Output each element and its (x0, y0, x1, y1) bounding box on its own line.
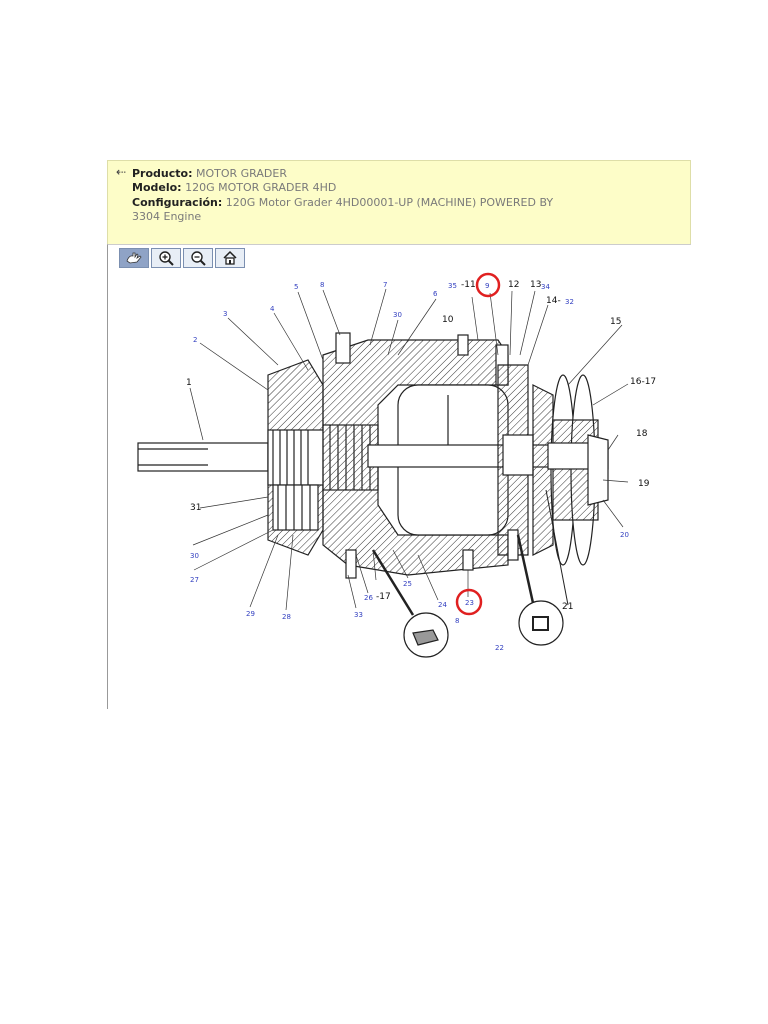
configuration-line: Configuración: 120G Motor Grader 4HD00001-UP (MACHINE) POWERED BY (132, 196, 554, 209)
callout-15[interactable]: 15 (610, 317, 622, 327)
callout-3[interactable]: 3 (223, 310, 228, 318)
callout-28[interactable]: 28 (282, 613, 291, 621)
callout-2[interactable]: 2 (193, 336, 198, 344)
diagram-viewer[interactable] (107, 244, 691, 709)
callout-5[interactable]: 5 (294, 283, 299, 291)
callout-35[interactable]: 35 (448, 282, 457, 290)
callout-11[interactable]: -11 (461, 280, 476, 290)
callout-29[interactable]: 29 (246, 610, 255, 618)
model-line: Modelo: 120G MOTOR GRADER 4HD (132, 181, 337, 194)
callout-30-top[interactable]: 30 (393, 311, 402, 319)
callout-27[interactable]: 27 (190, 576, 199, 584)
callout-23[interactable]: 23 (465, 599, 474, 607)
callout-13[interactable]: 13 (530, 280, 542, 290)
callout-8-detail[interactable]: 8 (455, 617, 460, 625)
callout-4[interactable]: 4 (270, 305, 275, 313)
callout-21[interactable]: 21 (562, 602, 574, 612)
product-info-panel (107, 160, 691, 245)
callout-33[interactable]: 33 (354, 611, 363, 619)
callout-6[interactable]: 6 (433, 290, 438, 298)
callout-12[interactable]: 12 (508, 280, 520, 290)
callout-1[interactable]: 1 (186, 378, 192, 388)
callout-20[interactable]: 20 (620, 531, 629, 539)
callout-34[interactable]: 34 (541, 283, 550, 291)
callout-16-17[interactable]: 16-17 (630, 377, 657, 387)
callout-14[interactable]: 14- (546, 296, 561, 306)
callout-25[interactable]: 25 (403, 580, 412, 588)
back-arrow-icon[interactable]: ⇠ (116, 165, 127, 179)
callout-26[interactable]: 26 (364, 594, 373, 602)
parts-viewer-frame (107, 160, 691, 708)
callout-24[interactable]: 24 (438, 601, 447, 609)
product-line: Producto: MOTOR GRADER (132, 167, 287, 180)
callout-32[interactable]: 32 (565, 298, 574, 306)
callout-minus-17[interactable]: -17 (376, 592, 391, 602)
callout-8[interactable]: 8 (320, 281, 325, 289)
callout-7[interactable]: 7 (383, 281, 388, 289)
callout-19[interactable]: 19 (638, 479, 650, 489)
callout-22[interactable]: 22 (495, 644, 504, 652)
callout-18[interactable]: 18 (636, 429, 648, 439)
configuration-line-2: 3304 Engine (132, 210, 202, 223)
callout-31[interactable]: 31 (190, 503, 202, 513)
callout-30-left[interactable]: 30 (190, 552, 199, 560)
callout-10[interactable]: 10 (442, 315, 454, 325)
exploded-parts-diagram (108, 245, 691, 709)
callout-9[interactable]: 9 (485, 282, 490, 290)
